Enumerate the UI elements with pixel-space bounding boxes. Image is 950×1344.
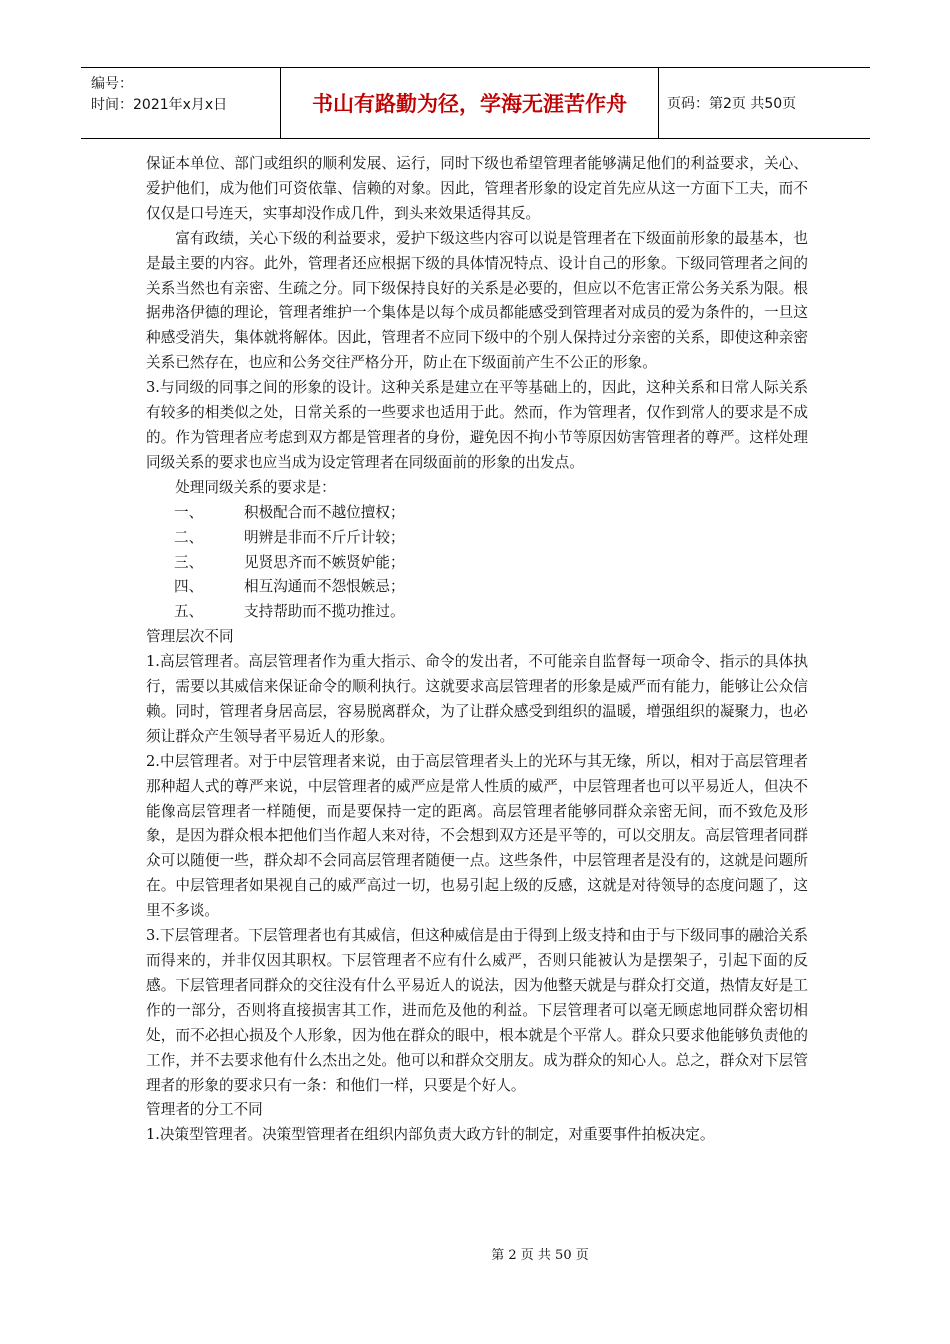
paragraph: 1.决策型管理者。决策型管理者在组织内部负责大政方针的制定，对重要事件拍板决定。 <box>146 1126 715 1144</box>
list-number: 五、 <box>174 603 204 621</box>
paragraph: 1.高层管理者。高层管理者作为重大指示、命令的发出者，不可能亲自监督每一项命令、指示的具体执行，需要以其威信来保证命令的顺利执行。这就要求高层管理者的形象是威严而有能力，能够让公众信赖。同时，管理者身居高层，容易脱离群众，为了让群众感受到组织的温暖，增强组织的凝聚力，也必须让群众产生领导者平易近人的形象。 <box>146 653 808 745</box>
document-body <box>146 152 808 1148</box>
paragraph: 3.下层管理者。下层管理者也有其威信，但这种威信是由于得到上级支持和由于与下级同事的融洽关系而得来的，并非仅因其职权。下层管理者不应有什么威严，否则只能被认为是摆架子，引起下面的反感。下层管理者同群众的交往没有什么平易近人的说法，因为他整天就是与群众打交道，热情友好是工作的一部分，否则将直接损害其工作，进而危及他的利益。下层管理者可以毫无顾虑地同群众密切相处，而不必担心损及个人形象，因为他在群众的眼中，根本就是个平常人。群众只要求他能够负责他的工作，并不去要求他有什么杰出之处。他可以和群众交朋友。成为群众的知心人。总之，群众对下层管理者的形象的要求只有一条：和他们一样，只要是个好人。 <box>146 927 808 1094</box>
list-item <box>146 526 808 551</box>
list-text: 见贤思齐而不嫉贤妒能； <box>244 553 405 571</box>
list-number: 一、 <box>174 503 204 521</box>
document-number-label: 编号： <box>91 76 133 92</box>
list-item <box>146 600 808 625</box>
paragraph: 2.中层管理者。对于中层管理者来说，由于高层管理者头上的光环与其无缘，所以，相对于高层管理者那种超人式的尊严来说，中层管理者的威严应是常人性质的威严，中层管理者也可以平易近人，但决不能像高层管理者一样随便，而是要保持一定的距离。高层管理者能够同群众亲密无间，而不致危及形象，是因为群众根本把他们当作超人来对待，不会想到双方还是平等的，可以交朋友。高层管理者同群众可以随便一些，群众却不会同高层管理者随便一点。这些条件，中层管理者是没有的，这就是问题所在。中层管理者如果视自己的威严高过一切，也易引起上级的反感，这就是对待领导的态度问题了，这里不多谈。 <box>146 752 808 920</box>
list-text: 支持帮助而不揽功推过。 <box>244 603 405 621</box>
list-text: 积极配合而不越位擅权； <box>244 503 405 521</box>
list-item <box>146 501 808 526</box>
header-meta <box>81 68 281 138</box>
header-motto: 书山有路勤为径，学海无涯苦作舟 <box>281 68 659 138</box>
header-page-info: 页码：第2页 共50页 <box>667 96 797 112</box>
paragraph: 富有政绩，关心下级的利益要求，爱护下级这些内容可以说是管理者在下级面前形象的最基本，也是最主要的内容。此外，管理者还应根据下级的具体情况特点、设计自己的形象。下级同管理者之间的关系当然也有亲密、生疏之分。同下级保持良好的关系是必要的，但应以不危害正常公务关系为限。根据弗洛伊德的理论，管理者维护一个集体是以每个成员都能感受到管理者对成员的爱为条件的，一旦这种感受消失，集体就将解体。因此，管理者不应同下级中的个别人保持过分亲密的关系，即使这种亲密关系已然存在，也应和公务交往严格分开，防止在下级面前产生不公正的形象。 <box>146 229 808 372</box>
list-text: 明辨是非而不斤斤计较； <box>244 528 405 546</box>
page-header <box>81 67 870 139</box>
paragraph: 处理同级关系的要求是： <box>175 478 336 496</box>
list-number: 二、 <box>174 528 204 546</box>
footer-page-number: 第 2 页 共 50 页 <box>491 1248 589 1263</box>
document-date: 时间：2021年x月x日 <box>91 97 228 113</box>
list-number: 三、 <box>174 553 204 571</box>
section-heading: 管理层次不同 <box>146 628 234 646</box>
list-number: 四、 <box>174 578 204 596</box>
list-item <box>146 551 808 576</box>
section-heading: 管理者的分工不同 <box>146 1101 263 1119</box>
list-item <box>146 575 808 600</box>
page-footer <box>0 1244 950 1263</box>
list-text: 相互沟通而不怨恨嫉忌； <box>244 578 405 596</box>
paragraph: 3.与同级的同事之间的形象的设计。这种关系是建立在平等基础上的，因此，这种关系和日常人际关系有较多的相类似之处，日常关系的一些要求也适用于此。然而，作为管理者，仅作到常人的要求是不成的。作为管理者应考虑到双方都是管理者的身份，避免因不拘小节等原因妨害管理者的尊严。这样处理同级关系的要求也应当成为设定管理者在同级面前的形象的出发点。 <box>146 379 808 471</box>
paragraph: 保证本单位、部门或组织的顺利发展、运行，同时下级也希望管理者能够满足他们的利益要求，关心、爱护他们，成为他们可资依靠、信赖的对象。因此，管理者形象的设定首先应从这一方面下工夫，而不仅仅是口号连天，实事却没作成几件，到头来效果适得其反。 <box>146 155 808 222</box>
